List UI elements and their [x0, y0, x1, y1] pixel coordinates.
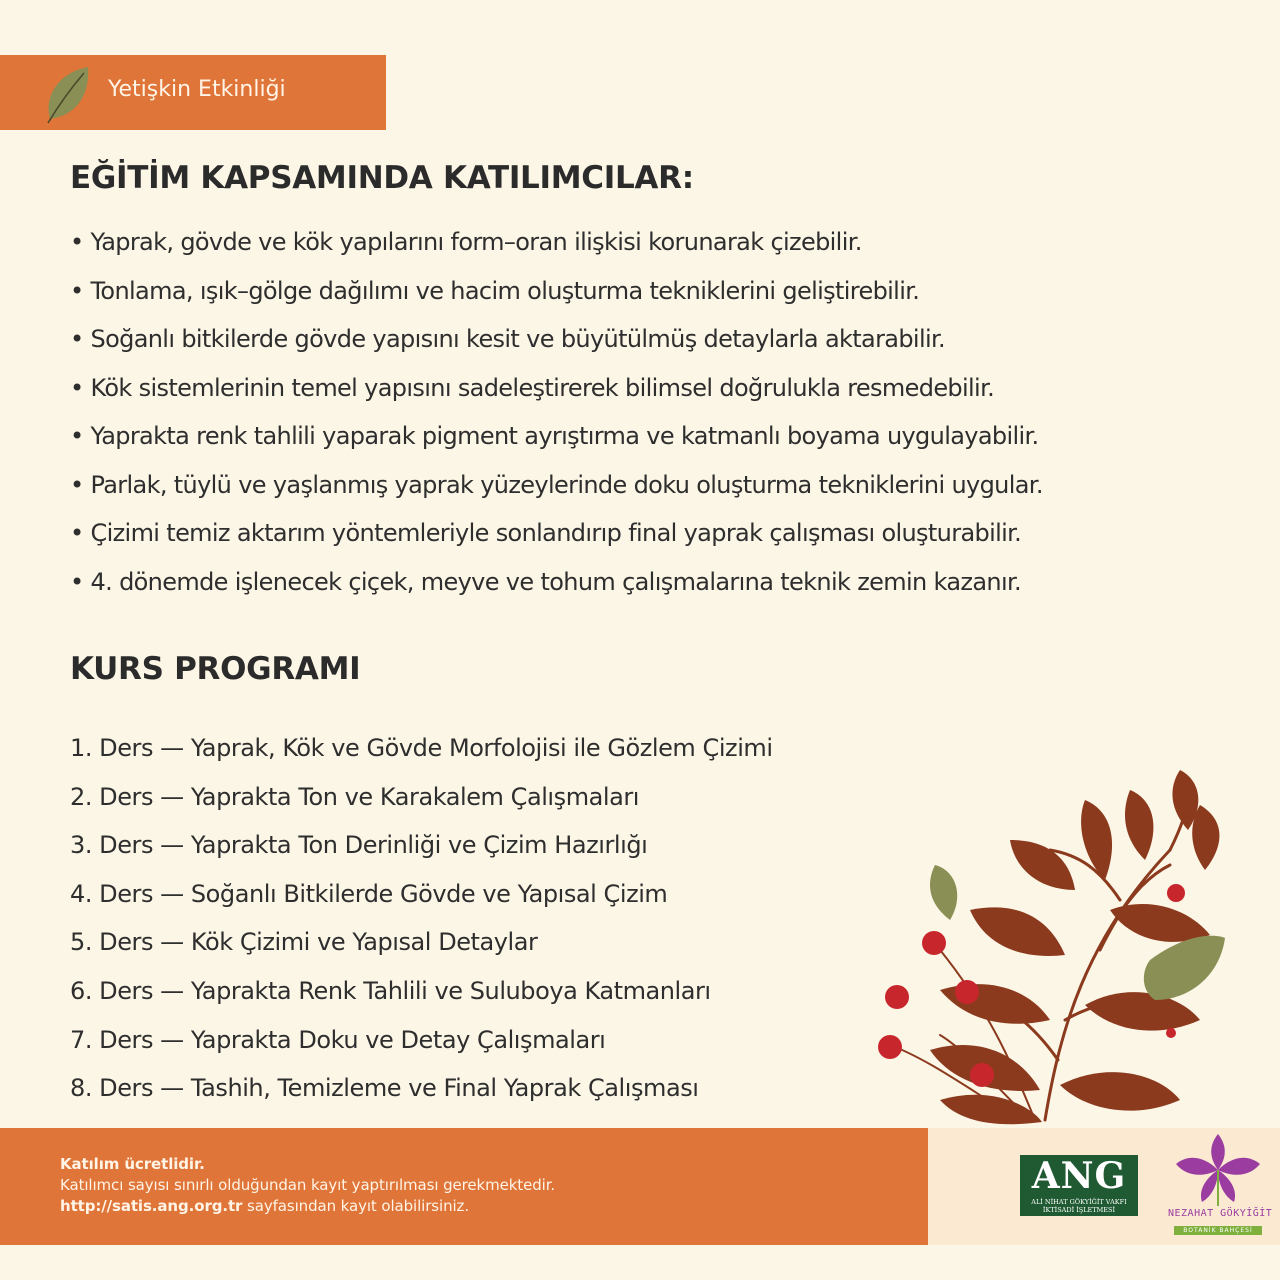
ang-logo-line2: İKTİSADİ İŞLETMESİ	[1042, 1206, 1116, 1214]
botanic-garden-logo	[1168, 1130, 1273, 1242]
logo-panel	[928, 1128, 1280, 1245]
outcome-item: • Parlak, tüylü ve yaşlanmış yaprak yüzeylerinde doku oluşturma tekniklerini uygular.	[70, 470, 1043, 499]
lesson-item: 8. Ders — Tashih, Temizleme ve Final Yaprak Çalışması	[70, 1074, 699, 1103]
program-list	[70, 728, 890, 1117]
outcome-item: • Yaprak, gövde ve kök yapılarını form–oran ilişkisi korunarak çizebilir.	[70, 228, 862, 256]
outcome-item: • Çizimi temiz aktarım yöntemleriyle sonlandırıp final yaprak çalışması oluşturabilir.	[70, 519, 1022, 547]
outcomes-heading: EĞİTİM KAPSAMINDA KATILIMCILAR:	[70, 160, 694, 196]
lesson-item: 5. Ders — Kök Çizimi ve Yapısal Detaylar	[70, 928, 538, 957]
outcome-item: • Yaprakta renk tahlili yaparak pigment ayrıştırma ve katmanlı boyama uygulayabilir.	[70, 422, 1039, 450]
lesson-item: 6. Ders — Yaprakta Renk Tahlili ve Suluboya Katmanları	[70, 976, 711, 1005]
lesson-item: 2. Ders — Yaprakta Ton ve Karakalem Çalışmaları	[70, 782, 639, 811]
ang-logo-mark: ANG	[1031, 1155, 1127, 1197]
registration-notice: Katılımcı sayısı sınırlı olduğundan kayıt yaptırılması gerekmektedir.	[60, 1176, 556, 1194]
outcome-item: • Soğanlı bitkilerde gövde yapısını kesit ve büyütülmüş detaylarla aktarabilir.	[70, 325, 945, 353]
activity-tag	[0, 55, 386, 130]
program-heading: KURS PROGRAMI	[70, 651, 361, 687]
registration-link-suffix: sayfasından kayıt olabilirsiniz.	[242, 1197, 469, 1215]
outcome-item: • Tonlama, ışık–gölge dağılımı ve hacim oluşturma tekniklerini geliştirebilir.	[70, 276, 920, 305]
iris-flower-icon	[1168, 1130, 1268, 1208]
lesson-item: 1. Ders — Yaprak, Kök ve Gövde Morfolojisi ile Gözlem Çizimi	[70, 734, 773, 762]
lesson-item: 4. Ders — Soğanlı Bitkilerde Gövde ve Yapısal Çizim	[70, 879, 668, 908]
leaf-icon	[42, 63, 94, 125]
outcome-item: • Kök sistemlerinin temel yapısını sadeleştirerek bilimsel doğrulukla resmedebilir.	[70, 373, 995, 402]
footer-info	[0, 1128, 928, 1245]
outcome-item: • 4. dönemde işlenecek çiçek, meyve ve tohum çalışmalarına teknik zemin kazanır.	[70, 567, 1022, 596]
fee-notice: Katılım ücretlidir.	[60, 1155, 205, 1173]
registration-link[interactable]: http://satis.ang.org.tr	[60, 1197, 243, 1215]
botanic-garden-name: NEZAHAT GÖKYİĞİT	[1168, 1208, 1273, 1219]
autumn-branch-illustration-icon	[870, 760, 1270, 1130]
outcomes-list	[70, 222, 1265, 610]
lesson-item: 7. Ders — Yaprakta Doku ve Detay Çalışmaları	[70, 1025, 606, 1054]
botanic-garden-subtitle: BOTANİK BAHÇESİ	[1174, 1226, 1262, 1235]
registration-link-line	[60, 1197, 469, 1215]
activity-tag-label: Yetişkin Etkinliği	[108, 77, 286, 102]
ang-logo-line1: ALİ NİHAT GÖKYİĞİT VAKFI	[1031, 1198, 1127, 1206]
ang-logo	[1020, 1155, 1138, 1216]
lesson-item: 3. Ders — Yaprakta Ton Derinliği ve Çizim Hazırlığı	[70, 831, 648, 860]
